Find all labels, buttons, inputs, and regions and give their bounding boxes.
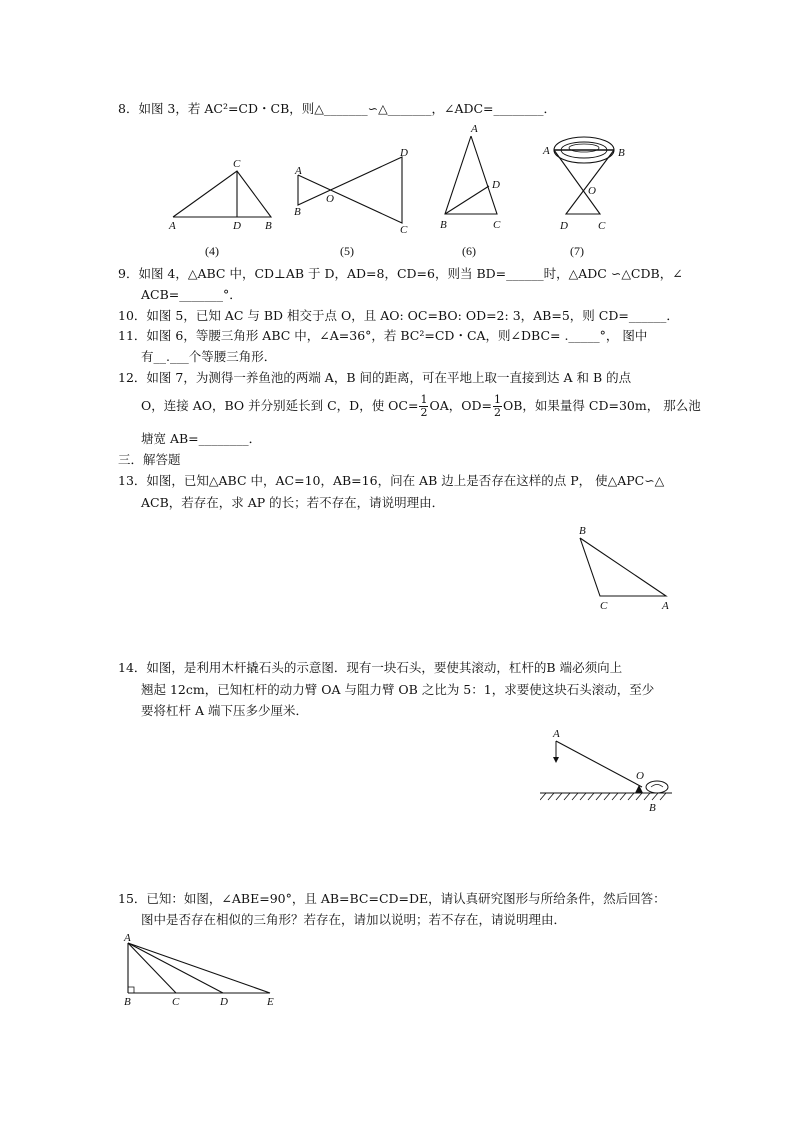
- question-13-line-2: ACB，若存在，求 AP 的长；若不存在，请说明理由．: [141, 495, 445, 510]
- question-12-line-3: 塘宽 AB=________．: [141, 431, 262, 446]
- question-14-line-3: 要将杠杆 A 端下压多少厘米．: [141, 703, 308, 718]
- fig6-label-a: A: [471, 123, 478, 135]
- fig13-label-a: A: [662, 600, 669, 612]
- figure-6-caption: (6): [462, 244, 476, 258]
- fig5-label-b: B: [294, 206, 301, 218]
- fig14-label-b: B: [649, 802, 656, 814]
- question-9-line-1: 9．如图 4，△ABC 中，CD⊥AB 于 D，AD=8，CD=6，则当 BD=______时，△ADC ∽△CDB，∠: [118, 266, 683, 281]
- fig13-label-c: C: [600, 600, 608, 612]
- fig4-label-a: A: [169, 220, 176, 232]
- fraction-half-1: $\frac{1}{2}$: [420, 393, 428, 419]
- question-12-line-1: 12．如图 7，为测得一养鱼池的两端 A，B 间的距离，可在平地上取一直接到达 A 和 B 的点: [118, 370, 632, 385]
- fig14-label-o: O: [636, 770, 644, 782]
- q12-text-a: O，连接 AO，BO 并分别延长到 C，D，使 OC=: [141, 398, 419, 413]
- fig5-label-o: O: [326, 193, 334, 205]
- question-13-line-1: 13．如图，已知△ABC 中，AC=10，AB=16，问在 AB 边上是否存在这样的点 P， 使△APC∽△: [118, 473, 665, 488]
- fig5-label-a: A: [295, 165, 302, 177]
- figure-6: [435, 118, 515, 236]
- question-14-line-2: 翘起 12cm，已知杠杆的动力臂 OA 与阻力臂 OB 之比为 5：1，求要使这块石头滚动，至少: [141, 682, 655, 697]
- fig13-label-b: B: [579, 525, 586, 537]
- figure-5: [290, 145, 420, 237]
- q12-text-c: OB，如果量得 CD=30m， 那么池: [503, 398, 701, 413]
- question-12-line-2: [141, 392, 701, 420]
- fig6-label-d: D: [492, 179, 500, 191]
- fig4-label-d: D: [233, 220, 241, 232]
- fig15-label-b: B: [124, 996, 131, 1008]
- fig5-label-d: D: [400, 147, 408, 159]
- question-15-line-1: 15．已知：如图，∠ABE=90°，且 AB=BC=CD=DE，请认真研究图形与所给条件，然后回答：: [118, 891, 666, 906]
- question-15-line-2: 图中是否存在相似的三角形？若存在，请加以说明；若不存在，请说明理由．: [141, 912, 567, 927]
- figure-4: [165, 155, 280, 235]
- figure-4-caption: (4): [205, 244, 219, 258]
- fig15-label-c: C: [172, 996, 180, 1008]
- figure-5-caption: (5): [340, 244, 354, 258]
- figure-15: [118, 930, 283, 1010]
- question-8: 8．如图 3，若 AC²=CD・CB，则△_______∽△_______，∠ADC=________．: [118, 101, 557, 116]
- fig5-label-c: C: [400, 224, 408, 236]
- fig7-label-c: C: [598, 220, 606, 232]
- fig4-label-c: C: [233, 158, 241, 170]
- fig6-label-b: B: [440, 219, 447, 231]
- fig15-label-a: A: [124, 932, 131, 944]
- figure-7: [538, 128, 633, 236]
- fig7-label-a: A: [543, 145, 550, 157]
- q12-text-b: OA，OD=: [429, 398, 492, 413]
- section-title: 三．解答题: [118, 452, 181, 467]
- figure-14: [540, 725, 672, 817]
- fraction-half-2: $\frac{1}{2}$: [494, 393, 501, 419]
- question-11-line-1: 11．如图 6，等腰三角形 ABC 中，∠A=36°，若 BC²=CD・CA，则∠DBC= ._____°， 图中: [118, 328, 648, 343]
- fig15-label-e: E: [267, 996, 274, 1008]
- fig7-label-b: B: [618, 147, 625, 159]
- fig4-label-b: B: [265, 220, 272, 232]
- question-14-line-1: 14．如图，是利用木杆撬石头的示意图．现有一块石头，要使其滚动，杠杆的B 端必须向上: [118, 660, 623, 675]
- figure-7-caption: (7): [570, 244, 584, 258]
- fig14-label-a: A: [553, 728, 560, 740]
- fig15-label-d: D: [220, 996, 228, 1008]
- fig6-label-c: C: [493, 219, 501, 231]
- fig7-label-d: D: [560, 220, 568, 232]
- fig7-label-o: O: [588, 185, 596, 197]
- figure-13: [570, 520, 680, 612]
- question-11-line-2: 有__.___个等腰三角形．: [141, 349, 277, 364]
- question-10: 10．如图 5，已知 AC 与 BD 相交于点 O，且 AO: OC=BO: OD=2: 3，AB=5，则 CD=______．: [118, 308, 679, 323]
- question-9-line-2: ACB=_______°．: [141, 287, 242, 302]
